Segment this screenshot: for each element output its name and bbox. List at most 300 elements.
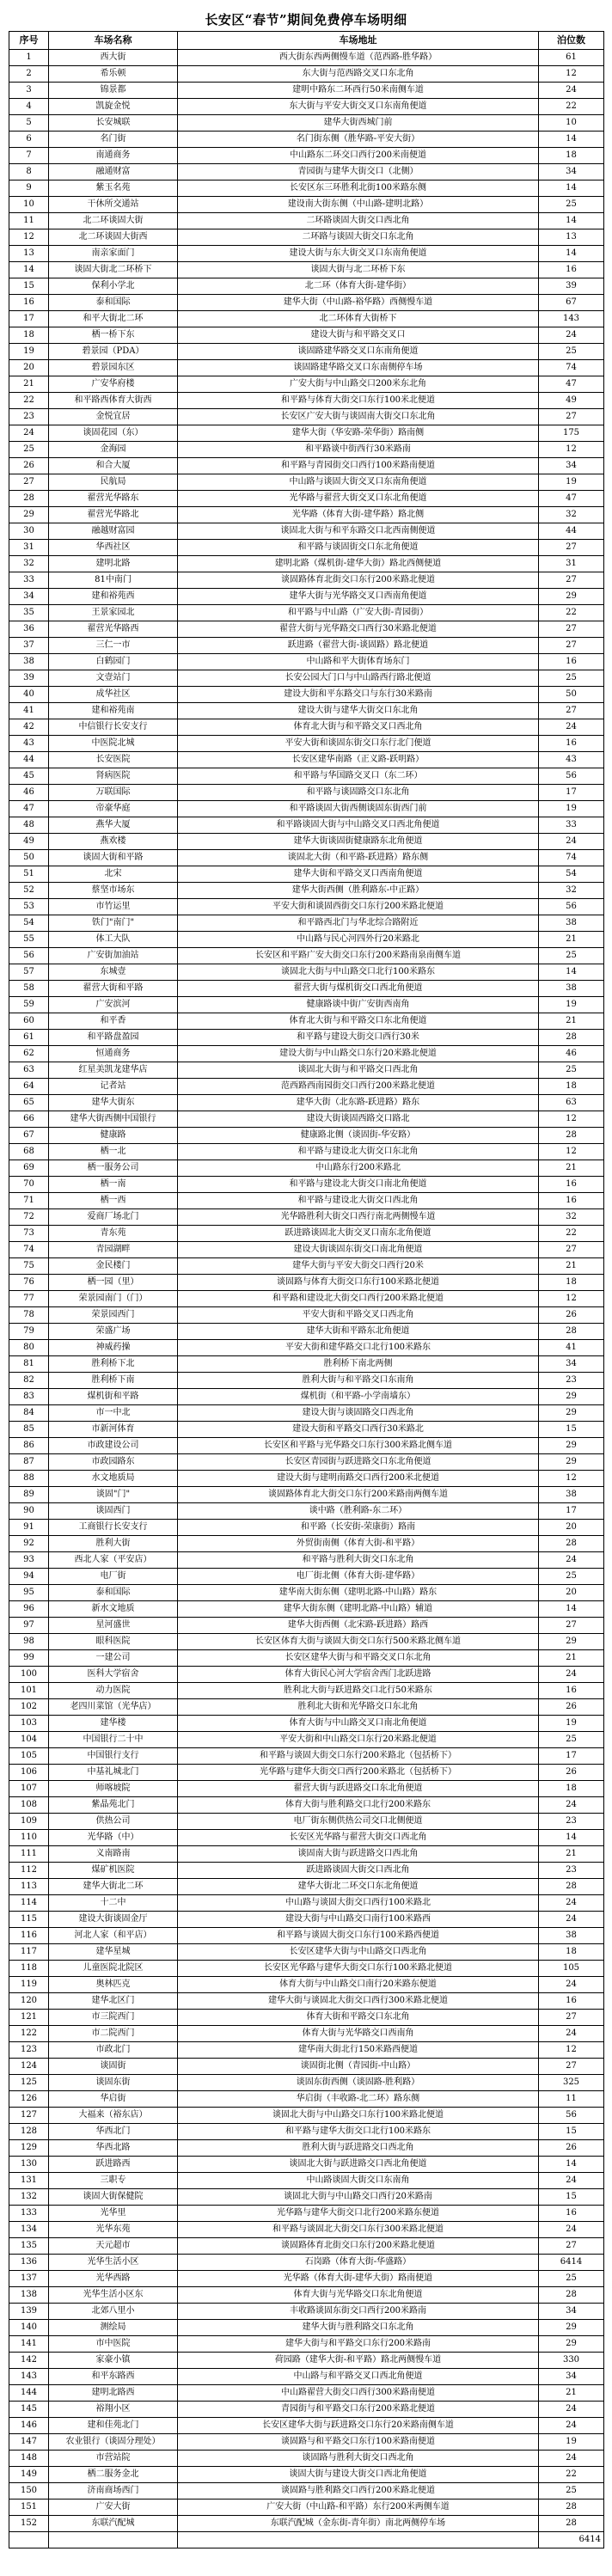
parking-address: 北二环体育大街桥下 <box>178 311 539 327</box>
table-row <box>9 2304 604 2320</box>
table-row <box>9 2173 604 2189</box>
parking-name: 金海园 <box>49 442 178 458</box>
parking-name: 碧景园东区 <box>49 360 178 376</box>
row-no: 26 <box>9 458 49 474</box>
row-no: 35 <box>9 605 49 621</box>
parking-spots: 19 <box>539 801 604 817</box>
row-no: 118 <box>9 1961 49 1977</box>
parking-name: 爱商厂场北门 <box>49 1209 178 1226</box>
table-row <box>9 1634 604 1650</box>
row-no: 112 <box>9 1863 49 1879</box>
table-row <box>9 425 604 442</box>
row-no: 67 <box>9 1128 49 1144</box>
row-no: 136 <box>9 2255 49 2271</box>
parking-name: 光华西路 <box>49 2271 178 2287</box>
parking-spots: 25 <box>539 197 604 213</box>
row-no: 4 <box>9 99 49 115</box>
parking-name: 谈固大街保健院 <box>49 2189 178 2206</box>
parking-spots: 24 <box>539 1667 604 1683</box>
table-row <box>9 1895 604 1912</box>
row-no: 101 <box>9 1683 49 1699</box>
parking-name: 铁门"南门" <box>49 915 178 932</box>
parking-name: 和合大厦 <box>49 458 178 474</box>
parking-spots: 14 <box>539 2157 604 2173</box>
parking-address: 建华大街西侧（北宋路-跃进路）路西 <box>178 1618 539 1634</box>
table-row <box>9 1226 604 1242</box>
table-row <box>9 1846 604 1863</box>
parking-address: 谈固东街西侧（谈固路-胜利路） <box>178 2075 539 2091</box>
parking-name: 翟营光华路西 <box>49 621 178 638</box>
parking-address: 光华路与建华大街交口北行200米路东便道 <box>178 2206 539 2222</box>
parking-spots: 14 <box>539 132 604 148</box>
parking-spots: 22 <box>539 99 604 115</box>
table-row <box>9 1242 604 1258</box>
parking-spots: 41 <box>539 1340 604 1356</box>
row-no: 141 <box>9 2336 49 2353</box>
table-row <box>9 899 604 915</box>
row-no: 53 <box>9 899 49 915</box>
parking-spots: 18 <box>539 1079 604 1095</box>
header-spots: 泊位数 <box>539 32 604 50</box>
table-row <box>9 458 604 474</box>
table-row <box>9 1193 604 1209</box>
parking-name: 十二中 <box>49 1895 178 1912</box>
parking-name: 谈固"门" <box>49 1487 178 1503</box>
parking-spots: 24 <box>539 2402 604 2418</box>
parking-name: 市三院西门 <box>49 2010 178 2026</box>
document-page <box>9 9 603 2548</box>
table-row <box>9 1422 604 1438</box>
parking-spots: 34 <box>539 2369 604 2385</box>
row-no: 100 <box>9 1667 49 1683</box>
parking-address: 中山路谈固大街交口东南角 <box>178 2173 539 2189</box>
row-no: 125 <box>9 2075 49 2091</box>
parking-spots: 33 <box>539 817 604 834</box>
row-no: 91 <box>9 1520 49 1536</box>
parking-address: 平安大街和建华路交口北行100米路东 <box>178 1340 539 1356</box>
parking-name: 三仁一市 <box>49 638 178 654</box>
parking-spots: 38 <box>539 1928 604 1944</box>
parking-name: 市二院西门 <box>49 2026 178 2042</box>
table-row <box>9 393 604 409</box>
row-no: 117 <box>9 1944 49 1961</box>
parking-address: 建华大街（北东路-跃进路）路东 <box>178 1095 539 1111</box>
row-no: 10 <box>9 197 49 213</box>
parking-name: 老四川菜馆（光华店） <box>49 1699 178 1716</box>
table-row <box>9 1258 604 1275</box>
parking-spots: 23 <box>539 1373 604 1389</box>
parking-name: 华启街 <box>49 2091 178 2108</box>
parking-spots: 38 <box>539 981 604 997</box>
parking-address: 光华路胜利大街交口西行南北两侧慢车道 <box>178 1209 539 1226</box>
parking-name: 栖一桥下东 <box>49 327 178 344</box>
parking-name: 一建公司 <box>49 1650 178 1667</box>
row-no: 30 <box>9 523 49 540</box>
parking-name: 泰和国际 <box>49 295 178 311</box>
parking-name: 大福来（裕东店） <box>49 2108 178 2124</box>
parking-spots: 18 <box>539 148 604 164</box>
parking-address: 建设大街和平东路交口与东行30米路南 <box>178 687 539 703</box>
parking-spots: 24 <box>539 719 604 736</box>
parking-address: 谈固路建华路交叉口东南侧停车场 <box>178 360 539 376</box>
parking-address: 名门街东侧（胜华路-平安大街） <box>178 132 539 148</box>
row-no: 80 <box>9 1340 49 1356</box>
parking-spots: 24 <box>539 2222 604 2238</box>
parking-address: 建华大街与胜利路交口东北角 <box>178 2320 539 2336</box>
parking-address: 翟营大街与煤机街交口西北角便道 <box>178 981 539 997</box>
table-row <box>9 1503 604 1520</box>
table-row <box>9 834 604 850</box>
table-row <box>9 409 604 425</box>
row-no: 150 <box>9 2483 49 2500</box>
parking-name: 西北人家（平安店） <box>49 1552 178 1569</box>
table-row <box>9 654 604 670</box>
parking-spots: 29 <box>539 1454 604 1471</box>
table-row <box>9 2189 604 2206</box>
parking-spots: 24 <box>539 2418 604 2434</box>
parking-address: 华启街（丰收路-北二环）路东侧 <box>178 2091 539 2108</box>
parking-spots: 12 <box>539 1111 604 1128</box>
parking-spots: 27 <box>539 2010 604 2026</box>
parking-spots: 14 <box>539 964 604 981</box>
table-row <box>9 850 604 866</box>
table-row <box>9 1863 604 1879</box>
parking-address: 长安区和平路与光华路交口东行300米路北侧车道 <box>178 1438 539 1454</box>
table-row <box>9 1732 604 1748</box>
row-no: 124 <box>9 2059 49 2075</box>
parking-address: 长安区体育大街与谈固大街交口东行500米路北侧车道 <box>178 1634 539 1650</box>
table-row <box>9 132 604 148</box>
parking-spots: 47 <box>539 491 604 507</box>
parking-address: 体育大街与中山路交口南行20米路东便道 <box>178 1977 539 1993</box>
parking-spots: 17 <box>539 1503 604 1520</box>
table-row <box>9 621 604 638</box>
table-row <box>9 1373 604 1389</box>
row-no: 130 <box>9 2157 49 2173</box>
parking-address: 建设大街与谈固路交口西北角 <box>178 1405 539 1422</box>
parking-name: 81中南门 <box>49 572 178 589</box>
row-no: 6 <box>9 132 49 148</box>
table-row <box>9 915 604 932</box>
parking-address: 建华大街与光华路交叉口西南角便道 <box>178 589 539 605</box>
table-row <box>9 1487 604 1503</box>
row-no: 95 <box>9 1585 49 1601</box>
table-row <box>9 556 604 572</box>
parking-address: 谈固北大街与和平东路交口北西南侧便道 <box>178 523 539 540</box>
row-no: 75 <box>9 1258 49 1275</box>
parking-name: 成华社区 <box>49 687 178 703</box>
row-no: 66 <box>9 1111 49 1128</box>
row-no: 113 <box>9 1879 49 1895</box>
table-row <box>9 997 604 1013</box>
parking-address: 谈固路体育北街交口东行200米路北便道 <box>178 2238 539 2255</box>
row-no: 144 <box>9 2385 49 2402</box>
parking-spots: 25 <box>539 2271 604 2287</box>
row-no: 110 <box>9 1830 49 1846</box>
table-row <box>9 2238 604 2255</box>
row-no: 45 <box>9 768 49 785</box>
total-row <box>9 2532 604 2548</box>
table-row <box>9 2418 604 2434</box>
row-no: 97 <box>9 1618 49 1634</box>
parking-address: 体育大街与光华路交口西南角 <box>178 2026 539 2042</box>
parking-spots: 61 <box>539 50 604 66</box>
row-no: 40 <box>9 687 49 703</box>
parking-spots: 29 <box>539 1405 604 1422</box>
row-no: 104 <box>9 1732 49 1748</box>
parking-spots: 29 <box>539 2320 604 2336</box>
parking-name: 长安城联 <box>49 115 178 132</box>
parking-name: 锦景都 <box>49 83 178 99</box>
table-row <box>9 866 604 883</box>
parking-spots: 32 <box>539 883 604 899</box>
table-row <box>9 1030 604 1046</box>
parking-address: 煤机街（和平路-小学南墙东） <box>178 1389 539 1405</box>
row-no: 116 <box>9 1928 49 1944</box>
parking-name: 中基礼城北门 <box>49 1765 178 1781</box>
parking-name: 和平东路西 <box>49 2369 178 2385</box>
row-no: 78 <box>9 1307 49 1324</box>
parking-spots: 24 <box>539 2451 604 2467</box>
parking-spots: 28 <box>539 2500 604 2516</box>
total-value: 6414 <box>539 2532 604 2548</box>
table-row <box>9 1307 604 1324</box>
row-no: 14 <box>9 262 49 278</box>
table-row <box>9 1536 604 1552</box>
parking-address: 和平路与胜利大街交口东北角 <box>178 1552 539 1569</box>
row-no: 17 <box>9 311 49 327</box>
parking-name: 市新河体育 <box>49 1422 178 1438</box>
table-row <box>9 2500 604 2516</box>
row-no: 76 <box>9 1275 49 1291</box>
parking-name: 栖一南 <box>49 1177 178 1193</box>
parking-name: 市营站院 <box>49 2451 178 2467</box>
parking-spots: 15 <box>539 1422 604 1438</box>
table-row <box>9 327 604 344</box>
parking-name: 金民楼门 <box>49 1258 178 1275</box>
parking-name: 建和裕苑西 <box>49 589 178 605</box>
table-row <box>9 442 604 458</box>
table-row <box>9 50 604 66</box>
row-no: 27 <box>9 474 49 491</box>
parking-address: 谈固路与胜利大街交口西北角 <box>178 2451 539 2467</box>
table-row <box>9 1520 604 1536</box>
row-no: 133 <box>9 2206 49 2222</box>
row-no: 71 <box>9 1193 49 1209</box>
table-row <box>9 2434 604 2451</box>
row-no: 77 <box>9 1291 49 1307</box>
row-no: 32 <box>9 556 49 572</box>
parking-address: 光华路（体育大街-建华路）路北侧 <box>178 507 539 523</box>
parking-spots: 19 <box>539 474 604 491</box>
table-row <box>9 1830 604 1846</box>
parking-name: 保利小学北 <box>49 278 178 295</box>
parking-address: 中山路与民心河四外行20米路北 <box>178 932 539 948</box>
parking-name: 光华里 <box>49 2206 178 2222</box>
parking-address: 青园街与和平路交口东行200米路北便道 <box>178 2402 539 2418</box>
parking-spots: 25 <box>539 1732 604 1748</box>
parking-spots: 38 <box>539 915 604 932</box>
row-no: 62 <box>9 1046 49 1062</box>
parking-address: 谈固北大街与和平路交口西北角 <box>178 1062 539 1079</box>
parking-spots: 14 <box>539 213 604 229</box>
parking-name: 北郊八里小 <box>49 2304 178 2320</box>
table-row <box>9 295 604 311</box>
parking-address: 和平路与谈固路交口东北角 <box>178 785 539 801</box>
row-no: 148 <box>9 2451 49 2467</box>
row-no: 31 <box>9 540 49 556</box>
parking-address: 二环路与谈固大街交口东北角 <box>178 229 539 246</box>
parking-name: 栖一园（里） <box>49 1275 178 1291</box>
parking-name: 燕华大厦 <box>49 817 178 834</box>
row-no: 59 <box>9 997 49 1013</box>
table-row <box>9 2124 604 2140</box>
parking-spots: 27 <box>539 1618 604 1634</box>
row-no: 29 <box>9 507 49 523</box>
parking-spots: 14 <box>539 1830 604 1846</box>
table-row <box>9 2451 604 2467</box>
row-no: 98 <box>9 1634 49 1650</box>
parking-name: 谈固东街 <box>49 2075 178 2091</box>
parking-address: 和平路与体育大街交口东行100米北便道 <box>178 393 539 409</box>
parking-address: 电厂街北侧（体育大街-建华路） <box>178 1569 539 1585</box>
parking-name: 和平路西体育大街西 <box>49 393 178 409</box>
table-row <box>9 2222 604 2238</box>
row-no: 2 <box>9 66 49 83</box>
table-row <box>9 311 604 327</box>
table-row <box>9 262 604 278</box>
parking-address: 建华大街与平安大街交口西行20米 <box>178 1258 539 1275</box>
parking-name: 建华大街西侧中国银行 <box>49 1111 178 1128</box>
parking-name: 河北人家（和平店） <box>49 1928 178 1944</box>
parking-spots: 12 <box>539 1471 604 1487</box>
parking-address: 建华大街西城门前 <box>178 115 539 132</box>
parking-name: 建华大街北二环 <box>49 1879 178 1895</box>
parking-spots: 28 <box>539 1879 604 1895</box>
parking-spots: 16 <box>539 2206 604 2222</box>
parking-name: 干休所交通站 <box>49 197 178 213</box>
parking-spots: 32 <box>539 507 604 523</box>
table-row <box>9 99 604 115</box>
parking-spots: 14 <box>539 1601 604 1618</box>
row-no: 60 <box>9 1013 49 1030</box>
parking-name: 荣景园南门（门） <box>49 1291 178 1307</box>
table-row <box>9 1046 604 1062</box>
parking-name: 中医院北城 <box>49 736 178 752</box>
parking-address: 和平路谈中街西行30米路南 <box>178 442 539 458</box>
parking-name: 胜利大街 <box>49 1536 178 1552</box>
document-title: 长安区“春节”期间免费停车场明细 <box>205 12 407 28</box>
parking-address: 谈固北大街与中山路交口北行100米路东 <box>178 964 539 981</box>
row-no: 70 <box>9 1177 49 1193</box>
parking-name: 谈固大街北二环桥下 <box>49 262 178 278</box>
row-no: 143 <box>9 2369 49 2385</box>
parking-name: 煤机街和平路 <box>49 1389 178 1405</box>
parking-name: 健康路 <box>49 1128 178 1144</box>
parking-address: 谈固南大街与跃进路交口西北角 <box>178 1846 539 1863</box>
table-row <box>9 1177 604 1193</box>
table-row <box>9 1797 604 1814</box>
parking-address: 谈固北大街与中山路交口西行20米路南 <box>178 2189 539 2206</box>
parking-spots: 26 <box>539 1699 604 1716</box>
parking-name: 中国银行二十中 <box>49 1732 178 1748</box>
parking-address: 广安大街与中山路交口200米东北角 <box>178 376 539 393</box>
parking-spots: 20 <box>539 1585 604 1601</box>
parking-address: 和平路和建设北大街交口西行200米路北便道 <box>178 1291 539 1307</box>
parking-spots: 28 <box>539 2516 604 2532</box>
parking-address: 体育大街与光华路交口东北角便道 <box>178 2287 539 2304</box>
parking-spots: 24 <box>539 1912 604 1928</box>
parking-spots: 23 <box>539 1863 604 1879</box>
row-no: 88 <box>9 1471 49 1487</box>
parking-name: 光华生活小区 <box>49 2255 178 2271</box>
parking-name: 市政园路东 <box>49 1454 178 1471</box>
header-address: 车场地址 <box>178 32 539 50</box>
parking-address: 建华大街和平路交叉口西南角便道 <box>178 866 539 883</box>
parking-name: 南亲家面门 <box>49 246 178 262</box>
table-row <box>9 638 604 654</box>
parking-address: 平安大街和谈固西街交口东行200米路北便道 <box>178 899 539 915</box>
table-row <box>9 1454 604 1471</box>
parking-address: 长安公园大门口与中山路西行路北便道 <box>178 670 539 687</box>
table-row <box>9 1650 604 1667</box>
parking-name: 建华星城 <box>49 1944 178 1961</box>
parking-spots: 17 <box>539 1748 604 1765</box>
table-row <box>9 2010 604 2026</box>
row-no: 20 <box>9 360 49 376</box>
parking-name: 融通财富 <box>49 164 178 181</box>
row-no: 145 <box>9 2402 49 2418</box>
parking-spots: 29 <box>539 589 604 605</box>
parking-name: 煤矿机医院 <box>49 1863 178 1879</box>
table-row <box>9 360 604 376</box>
table-row <box>9 181 604 197</box>
parking-spots: 67 <box>539 295 604 311</box>
table-row <box>9 1160 604 1177</box>
parking-name: 水文地质局 <box>49 1471 178 1487</box>
row-no: 9 <box>9 181 49 197</box>
parking-spots: 25 <box>539 1569 604 1585</box>
table-row <box>9 2385 604 2402</box>
parking-spots: 21 <box>539 932 604 948</box>
row-no: 85 <box>9 1422 49 1438</box>
row-no: 18 <box>9 327 49 344</box>
parking-address: 建华大街（中山路-裕华路）西侧慢车道 <box>178 295 539 311</box>
parking-spots: 105 <box>539 1961 604 1977</box>
table-row <box>9 1144 604 1160</box>
row-no: 93 <box>9 1552 49 1569</box>
table-row <box>9 66 604 83</box>
parking-address: 长安区建华大街与中山路交口西北角 <box>178 1944 539 1961</box>
parking-address: 丰收路谈固东街交口西行200米路南 <box>178 2304 539 2320</box>
parking-spots: 21 <box>539 1160 604 1177</box>
parking-spots: 32 <box>539 1209 604 1226</box>
row-no: 119 <box>9 1977 49 1993</box>
row-no: 72 <box>9 1209 49 1226</box>
parking-name: 北二环谈固大街 <box>49 213 178 229</box>
parking-spots: 28 <box>539 1128 604 1144</box>
parking-address: 青园街与建华大街交口（北侧） <box>178 164 539 181</box>
parking-address: 谈固北大街（和平路-跃进路）路东侧 <box>178 850 539 866</box>
parking-spots: 28 <box>539 1536 604 1552</box>
parking-name: 南通商务 <box>49 148 178 164</box>
row-no: 23 <box>9 409 49 425</box>
parking-address: 建设南大街东侧（中山路-建明北路） <box>178 197 539 213</box>
parking-spots: 21 <box>539 1650 604 1667</box>
parking-name: 民航局 <box>49 474 178 491</box>
parking-name: 胜利桥下南 <box>49 1373 178 1389</box>
parking-spots: 63 <box>539 1095 604 1111</box>
